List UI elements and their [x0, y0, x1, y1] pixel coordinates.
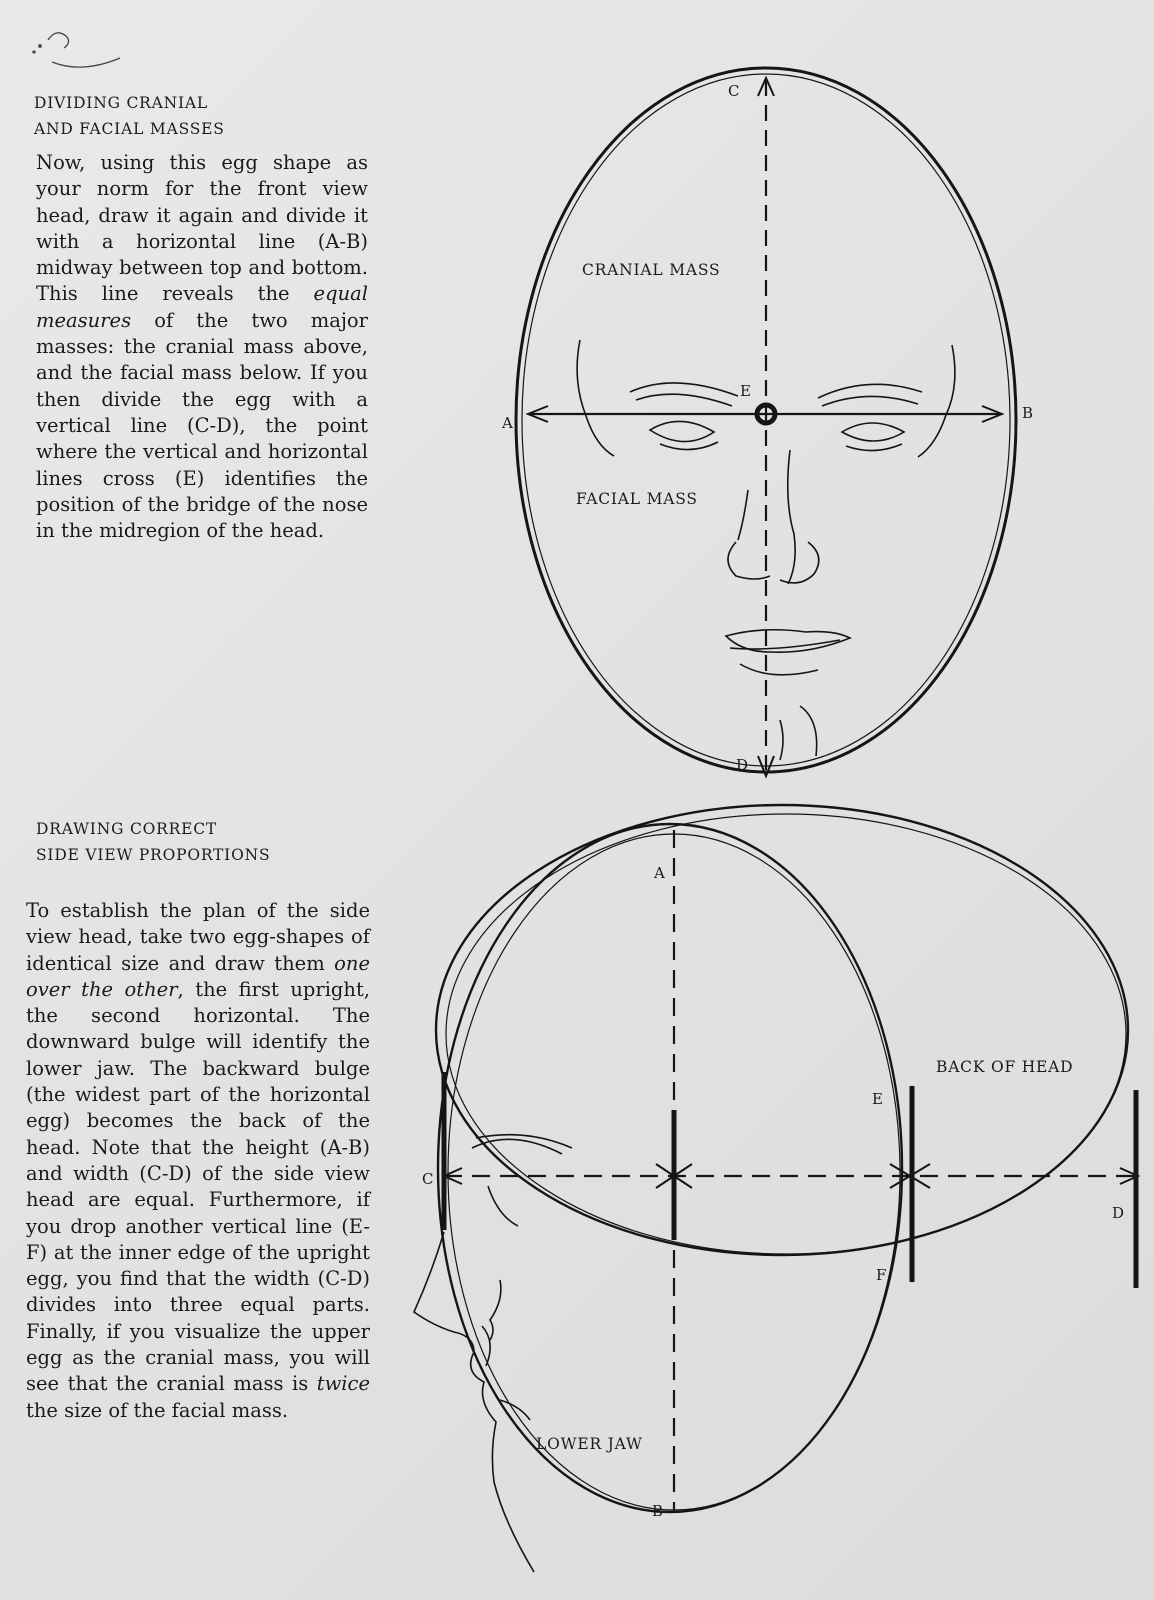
label-point-b: B — [1022, 404, 1034, 422]
heading-line: DIVIDING CRANIAL — [34, 94, 208, 112]
label-back-of-head: BACK OF HEAD — [936, 1058, 1074, 1076]
emphasis-text: equal measures — [36, 282, 368, 332]
text-run: the size of the facial mass. — [26, 1398, 289, 1422]
heading-line: SIDE VIEW PROPORTIONS — [36, 846, 271, 864]
front-view-figure — [501, 68, 1033, 776]
ornament-mark — [33, 33, 120, 67]
label-point-e-side: E — [872, 1090, 883, 1108]
text-run: To establish the plan of the side view head, take two egg-shapes of identical size and draw them — [26, 899, 370, 975]
label-lower-jaw: LOWER JAW — [536, 1435, 643, 1453]
horizontal-egg-inner — [446, 814, 1126, 1254]
label-point-a-side: A — [654, 864, 665, 882]
text-run: of the two major masses: the cranial mass above, and the facial mass below. If you then divide the egg with a vertical line (C-D), the point where the vertical and horizontal lines cross (E) identifies the position of the bridge of the nose in the midregion of the head. — [36, 308, 368, 543]
text-run: , the first upright, the second horizontal. The downward bulge will identify the lower jaw. The backward bulge (the widest part of the horizontal egg) becomes the back of the head. Note that the height (A-B) and width (C-D) of the side view head are equal. Furthermore, if you drop another vertical line (E-F) at the inner edge of the upright egg, you find that the width (C-D) divides into three equal parts. Finally, if you visualize the upper egg as the cranial mass, you will see that the cranial mass is — [26, 977, 371, 1396]
profile-sketch — [414, 1135, 572, 1572]
label-point-d-side: D — [1112, 1204, 1125, 1222]
heading-line: AND FACIAL MASSES — [34, 120, 225, 138]
label-point-c: C — [728, 82, 740, 100]
horizontal-egg — [436, 805, 1128, 1255]
emphasis-text: one over the other — [26, 951, 370, 1001]
label-point-d: D — [736, 756, 749, 774]
label-point-e: E — [740, 382, 751, 400]
label-facial-mass: FACIAL MASS — [576, 490, 698, 508]
side-view-figure — [414, 805, 1138, 1572]
emphasis-text: twice — [316, 1372, 370, 1396]
label-cranial-mass: CRANIAL MASS — [582, 261, 721, 279]
heading-line: DRAWING CORRECT — [36, 820, 218, 838]
label-point-f-side: F — [876, 1266, 887, 1284]
text-run: Now, using this egg shape as your norm for the front view head, draw it again and divide it with a horizontal line (A-B) midway between top and bottom. This line reveals the — [36, 151, 368, 306]
label-point-b-side: B — [652, 1502, 664, 1520]
label-point-c-side: C — [422, 1170, 434, 1188]
label-point-a: A — [502, 414, 513, 432]
